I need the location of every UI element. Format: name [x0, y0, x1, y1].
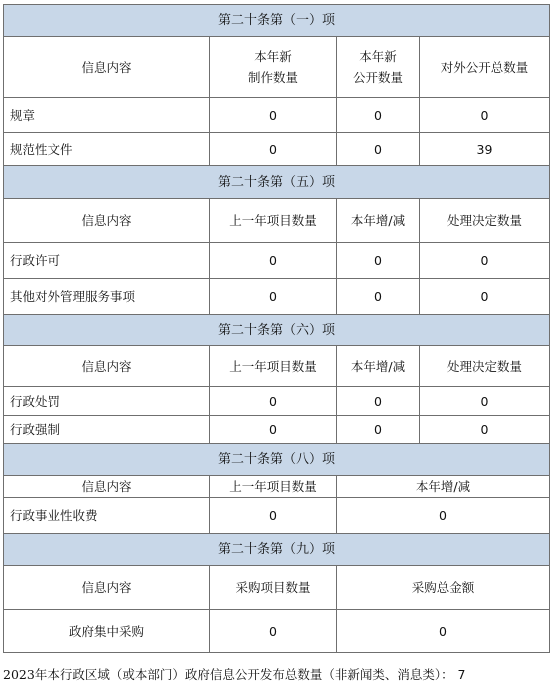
- row-label: 规章: [4, 98, 210, 133]
- cell-value: 0: [337, 279, 420, 315]
- report-table: [3, 4, 550, 653]
- cell-value: 0: [337, 387, 420, 416]
- cell-value: 0: [420, 279, 550, 315]
- header-decisions: 处理决定数量: [420, 199, 550, 243]
- cell-value: 0: [210, 498, 337, 534]
- header-new-published: 本年新 公开数量: [337, 37, 420, 98]
- footer-year: 2023: [3, 667, 35, 682]
- header-info-content: 信息内容: [4, 199, 210, 243]
- cell-value: 0: [210, 279, 337, 315]
- section-title-9: 第二十条第（九）项: [4, 534, 550, 566]
- cell-value: 0: [210, 387, 337, 416]
- cell-value: 0: [337, 98, 420, 133]
- header-info-content: 信息内容: [4, 476, 210, 498]
- cell-value: 0: [420, 416, 550, 444]
- cell-value: 39: [420, 133, 550, 166]
- header-prev-year: 上一年项目数量: [210, 476, 337, 498]
- row-label: 政府集中采购: [4, 610, 210, 653]
- section-title-6: 第二十条第（六）项: [4, 315, 550, 346]
- header-change: 本年增/减: [337, 476, 550, 498]
- cell-value: 0: [337, 416, 420, 444]
- header-purchase-count: 采购项目数量: [210, 566, 337, 610]
- row-label: 行政强制: [4, 416, 210, 444]
- row-label: 其他对外管理服务事项: [4, 279, 210, 315]
- cell-value: 0: [420, 387, 550, 416]
- header-decisions: 处理决定数量: [420, 346, 550, 387]
- row-label: 行政许可: [4, 243, 210, 279]
- header-info-content: 信息内容: [4, 566, 210, 610]
- cell-value: 0: [420, 243, 550, 279]
- cell-value: 0: [337, 133, 420, 166]
- cell-value: 0: [210, 133, 337, 166]
- cell-value: 0: [337, 243, 420, 279]
- report-sheet: [3, 4, 549, 653]
- header-prev-year: 上一年项目数量: [210, 346, 337, 387]
- section-title-5: 第二十条第（五）项: [4, 166, 550, 199]
- header-new-made: 本年新 制作数量: [210, 37, 337, 98]
- footer-summary: [3, 665, 466, 683]
- footer-text: 年本行政区域（或本部门）政府信息公开发布总数量（非新闻类、消息类）： 7: [34, 667, 466, 682]
- header-total-published: 对外公开总数量: [420, 37, 550, 98]
- header-prev-year: 上一年项目数量: [210, 199, 337, 243]
- header-change: 本年增/减: [337, 346, 420, 387]
- section-title-1: 第二十条第（一）项: [4, 5, 550, 37]
- cell-value: 0: [337, 498, 550, 534]
- header-change: 本年增/减: [337, 199, 420, 243]
- cell-value: 0: [210, 98, 337, 133]
- cell-value: 0: [337, 610, 550, 653]
- cell-value: 0: [210, 243, 337, 279]
- cell-value: 0: [210, 610, 337, 653]
- header-info-content: 信息内容: [4, 346, 210, 387]
- row-label: 行政处罚: [4, 387, 210, 416]
- header-info-content: 信息内容: [4, 37, 210, 98]
- cell-value: 0: [210, 416, 337, 444]
- cell-value: 0: [420, 98, 550, 133]
- section-title-8: 第二十条第（八）项: [4, 444, 550, 476]
- row-label: 行政事业性收费: [4, 498, 210, 534]
- header-purchase-amount: 采购总金额: [337, 566, 550, 610]
- row-label: 规范性文件: [4, 133, 210, 166]
